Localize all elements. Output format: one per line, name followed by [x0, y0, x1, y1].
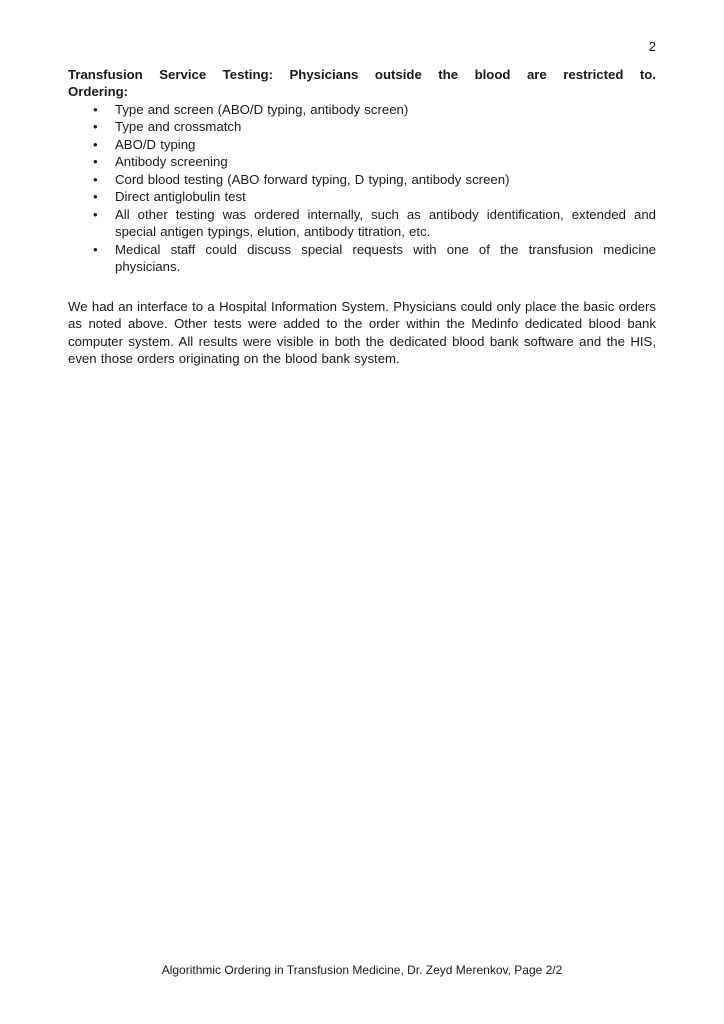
bullet-list: [68, 101, 656, 276]
page-footer: Algorithmic Ordering in Transfusion Medicine, Dr. Zeyd Merenkov, Page 2/2: [161, 963, 563, 977]
section-heading: [68, 66, 656, 101]
body-paragraph: We had an interface to a Hospital Information System. Physicians could only place the basic orders as noted above. Other tests were added to the order within the Medinfo dedicated blood bank computer system. All results were visible in both the dedicated blood bank software and the HIS, even those orders originating on the blood bank system.: [68, 298, 656, 366]
list-item: • Type and screen (ABO/D typing, antibody screen): [115, 101, 656, 119]
list-item: • Antibody screening: [115, 153, 656, 171]
list-item: • Direct antiglobulin test: [115, 188, 656, 206]
list-item: • Cord blood testing (ABO forward typing, D typing, antibody screen): [115, 171, 656, 189]
list-item: • All other testing was ordered internally, such as antibody identification, extended and special antigen typings, elution, antibody titration, etc.: [115, 206, 656, 241]
section-heading-line-1: Transfusion Service Testing: Physicians outside the blood are restricted to.: [68, 66, 656, 82]
page-content: [68, 38, 656, 368]
list-item: • Type and crossmatch: [115, 118, 656, 136]
list-item: • Medical staff could discuss special requests with one of the transfusion medicine physicians.: [115, 241, 656, 276]
section-heading-line-2: Ordering:: [68, 84, 129, 99]
list-item: • ABO/D typing: [115, 136, 656, 154]
page-number: 2: [648, 39, 656, 54]
